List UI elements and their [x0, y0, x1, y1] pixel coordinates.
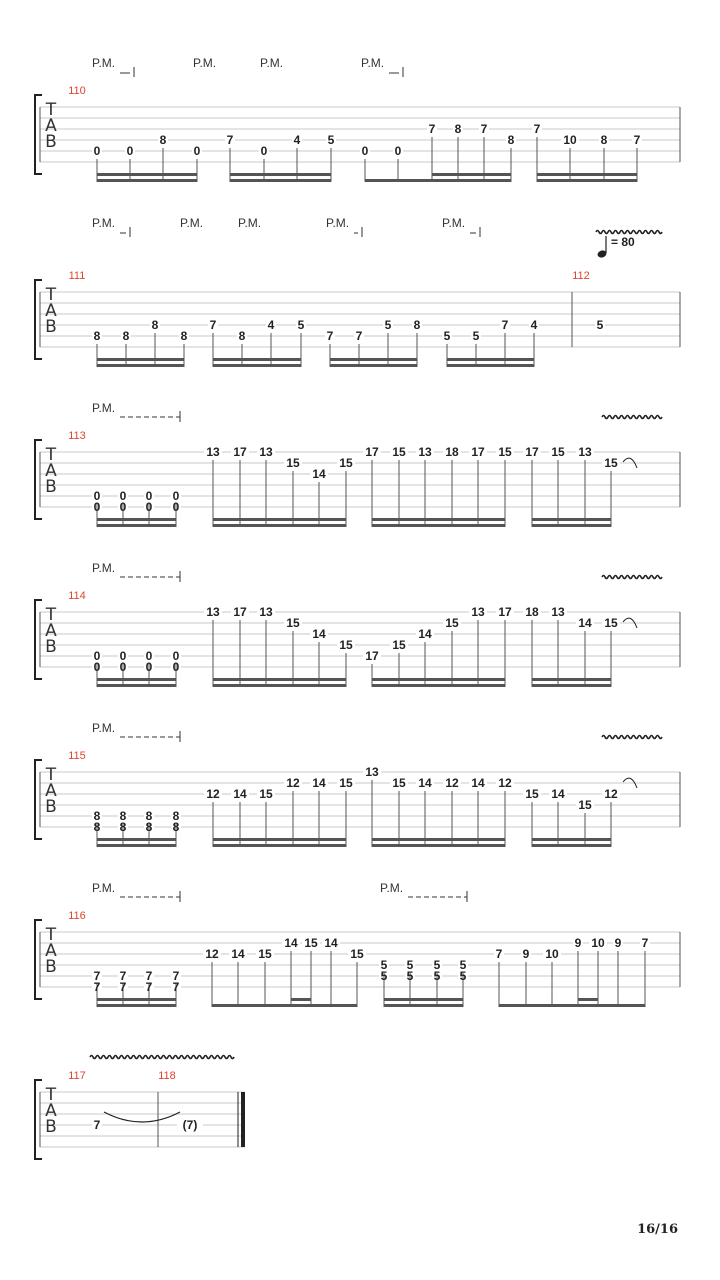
fret-number: 0 [172, 500, 180, 514]
fret-number: 17 [233, 605, 247, 619]
beam [372, 524, 505, 527]
fret-number: 15 [498, 445, 512, 459]
beam-secondary [213, 838, 346, 841]
fret-number: 4 [267, 318, 275, 332]
fret-number: 5 [459, 969, 467, 983]
tab-clef-letter: B [45, 317, 57, 337]
fret-number: 13 [259, 605, 273, 619]
fret-number: 10 [591, 936, 605, 950]
system-1 [35, 95, 680, 182]
tab-clef-letter: T [45, 1085, 57, 1105]
beam [532, 844, 611, 847]
beam-secondary [97, 518, 176, 521]
fret-number: 7 [428, 122, 436, 136]
beam-secondary [372, 838, 505, 841]
fret-number: 14 [312, 776, 326, 790]
beam [537, 179, 637, 182]
beam [330, 364, 417, 367]
fret-number: 0 [145, 489, 153, 503]
fret-number: 8 [507, 133, 515, 147]
fret-number: 5 [406, 958, 414, 972]
tab-clef-letter: A [45, 301, 57, 321]
beam [532, 524, 611, 527]
fret-number: 8 [93, 820, 101, 834]
beam-secondary [97, 173, 197, 176]
fret-number: 13 [578, 445, 592, 459]
fret-number: 14 [551, 787, 565, 801]
tab-clef-letter: A [45, 116, 57, 136]
fret-number: 0 [119, 649, 127, 663]
fret-number: 14 [418, 776, 432, 790]
beam-secondary [213, 358, 301, 361]
fret-number: 7 [533, 122, 541, 136]
fret-number: 15 [392, 445, 406, 459]
fret-number: 12 [286, 776, 300, 790]
palm-mute-label: P.M. [92, 881, 116, 895]
beam-secondary [230, 173, 331, 176]
fret-number: 0 [93, 489, 101, 503]
final-barline-thick [241, 1092, 245, 1147]
fret-number: 15 [578, 798, 592, 812]
fret-number: 13 [206, 605, 220, 619]
fret-number: 7 [209, 318, 217, 332]
beam-secondary [447, 358, 534, 361]
fret-number: 9 [574, 936, 582, 950]
beam [213, 684, 346, 687]
fret-number: 14 [312, 467, 326, 481]
fret-number: 7 [355, 329, 363, 343]
beam-secondary [97, 358, 184, 361]
fret-number: 5 [472, 329, 480, 343]
fret-number: 0 [172, 489, 180, 503]
fret-number: 15 [350, 947, 364, 961]
beam-secondary [532, 678, 611, 681]
measure-number: 113 [68, 430, 86, 442]
beam [97, 1004, 176, 1007]
fret-number: 8 [119, 820, 127, 834]
vibrato-mark [602, 416, 662, 419]
fret-number: 8 [119, 809, 127, 823]
beam-secondary [432, 173, 511, 176]
fret-number: 10 [563, 133, 577, 147]
palm-mute-label: P.M. [326, 216, 350, 230]
fret-number: 15 [339, 456, 353, 470]
tab-clef-letter: B [45, 797, 57, 817]
fret-number: 14 [471, 776, 485, 790]
fret-number: 8 [93, 329, 101, 343]
palm-mute-label: P.M. [92, 56, 116, 70]
beam [97, 524, 176, 527]
fret-number: 5 [433, 969, 441, 983]
fret-number: 8 [238, 329, 246, 343]
beam-secondary [97, 998, 176, 1001]
beam-secondary [537, 173, 637, 176]
beam [213, 364, 301, 367]
palm-mute-label: P.M. [442, 216, 466, 230]
fret-number: 4 [293, 133, 301, 147]
tab-clef-letter: B [45, 637, 57, 657]
fret-number: 15 [339, 638, 353, 652]
palm-mute-label: P.M. [180, 216, 204, 230]
fret-number: 0 [93, 649, 101, 663]
fret-number: 0 [119, 489, 127, 503]
beam [213, 844, 346, 847]
fret-number: 14 [312, 627, 326, 641]
fret-number: 15 [286, 616, 300, 630]
fret-number: 0 [145, 500, 153, 514]
fret-number: 15 [392, 638, 406, 652]
measure-number: 117 [68, 1070, 86, 1082]
palm-mute-label: P.M. [92, 721, 116, 735]
fret-number: 5 [380, 969, 388, 983]
measure-number: 114 [68, 590, 86, 602]
tempo-marking: = 80 [611, 235, 635, 249]
tab-clef-letter: B [45, 957, 57, 977]
fret-number: 5 [596, 318, 604, 332]
fret-number: 7 [145, 969, 153, 983]
fret-number: 8 [145, 820, 153, 834]
fret-number: 7 [480, 122, 488, 136]
fret-number: 13 [259, 445, 273, 459]
measure-number: 116 [68, 910, 86, 922]
fret-number: 10 [545, 947, 559, 961]
beam-secondary [372, 678, 505, 681]
beam-secondary [97, 838, 176, 841]
fret-number: 7 [633, 133, 641, 147]
fret-number: 18 [445, 445, 459, 459]
fret-number: 8 [172, 809, 180, 823]
fret-number: 0 [260, 144, 268, 158]
fret-number: 7 [145, 980, 153, 994]
fret-number: 7 [641, 936, 649, 950]
beam-secondary [330, 358, 417, 361]
fret-number: 7 [495, 947, 503, 961]
fret-number: 13 [471, 605, 485, 619]
fret-number: 7 [93, 969, 101, 983]
fret-number: 8 [151, 318, 159, 332]
fret-number: 4 [530, 318, 538, 332]
measure-number: 110 [68, 85, 86, 97]
fret-number: 0 [119, 500, 127, 514]
fret-number: 0 [394, 144, 402, 158]
tab-clef-letter: B [45, 477, 57, 497]
beam [365, 179, 511, 182]
fret-number: 15 [392, 776, 406, 790]
system-4 [35, 600, 680, 687]
fret-number: 14 [284, 936, 298, 950]
palm-mute-label: P.M. [193, 56, 217, 70]
fret-number: 5 [380, 958, 388, 972]
fret-number: 0 [193, 144, 201, 158]
fret-number: 5 [384, 318, 392, 332]
fret-number: 12 [498, 776, 512, 790]
beam [499, 1004, 645, 1007]
beam [97, 844, 176, 847]
tab-clef-letter: T [45, 100, 57, 120]
fret-number: 12 [206, 787, 220, 801]
fret-number: 15 [604, 456, 618, 470]
fret-number: 8 [413, 318, 421, 332]
fret-number: 5 [406, 969, 414, 983]
fret-number: 0 [172, 649, 180, 663]
beam [372, 684, 505, 687]
system-2 [35, 280, 680, 367]
beam [230, 179, 331, 182]
fret-number: 13 [551, 605, 565, 619]
fret-number: 0 [145, 649, 153, 663]
beam-secondary [578, 998, 598, 1001]
fret-number: 8 [93, 809, 101, 823]
tab-clef-letter: A [45, 1101, 57, 1121]
fret-number: 8 [172, 820, 180, 834]
fret-number: 15 [551, 445, 565, 459]
fret-number: 7 [93, 1118, 101, 1132]
beam-secondary [532, 838, 611, 841]
tab-clef-letter: A [45, 621, 57, 641]
beam [372, 844, 505, 847]
fret-number: 13 [206, 445, 220, 459]
fret-number: 8 [159, 133, 167, 147]
palm-mute-label: P.M. [92, 401, 116, 415]
fret-number: 14 [418, 627, 432, 641]
fret-number: 12 [445, 776, 459, 790]
fret-number: 7 [226, 133, 234, 147]
fret-number: 7 [326, 329, 334, 343]
fret-number: 12 [205, 947, 219, 961]
fret-number: 8 [180, 329, 188, 343]
fret-number: 5 [327, 133, 335, 147]
fret-number: 18 [525, 605, 539, 619]
fret-number: 9 [614, 936, 622, 950]
fret-number: 8 [454, 122, 462, 136]
fret-number: 8 [122, 329, 130, 343]
fret-number: 7 [119, 969, 127, 983]
palm-mute-label: P.M. [361, 56, 385, 70]
measure-number: 111 [68, 270, 86, 282]
fret-number: 0 [93, 500, 101, 514]
beam-secondary [97, 678, 176, 681]
palm-mute-label: P.M. [260, 56, 284, 70]
beam [447, 364, 534, 367]
beam [212, 1004, 357, 1007]
tab-clef-letter: A [45, 781, 57, 801]
tab-clef-letter: T [45, 445, 57, 465]
tab-clef-letter: A [45, 461, 57, 481]
fret-number: 15 [259, 787, 273, 801]
tab-clef-letter: B [45, 132, 57, 152]
fret-number: 7 [172, 969, 180, 983]
fret-number: 7 [119, 980, 127, 994]
fret-number: 17 [365, 649, 379, 663]
fret-number: 0 [119, 660, 127, 674]
beam [532, 684, 611, 687]
fret-number: 17 [233, 445, 247, 459]
fret-number: 5 [297, 318, 305, 332]
fret-number: 5 [459, 958, 467, 972]
fret-number: 15 [445, 616, 459, 630]
fret-number: 14 [578, 616, 592, 630]
tab-clef-letter: B [45, 1117, 57, 1137]
palm-mute-label: P.M. [380, 881, 404, 895]
fret-number: 0 [172, 660, 180, 674]
beam [384, 1004, 463, 1007]
fret-number: 8 [600, 133, 608, 147]
measure-number: 112 [572, 270, 590, 282]
palm-mute-label: P.M. [92, 216, 116, 230]
fret-number: 15 [604, 616, 618, 630]
fret-number: 15 [258, 947, 272, 961]
fret-number: 0 [126, 144, 134, 158]
fret-number: 7 [172, 980, 180, 994]
measure-number: 115 [68, 750, 86, 762]
fret-number: 0 [93, 144, 101, 158]
fret-number: 14 [324, 936, 338, 950]
tab-clef-letter: T [45, 285, 57, 305]
beam-secondary [372, 518, 505, 521]
measure-number: 118 [158, 1070, 176, 1082]
fret-number: 0 [93, 660, 101, 674]
vibrato-mark [596, 231, 662, 234]
fret-number: 0 [361, 144, 369, 158]
fret-number: 8 [145, 809, 153, 823]
system-6 [35, 920, 680, 1007]
tab-clef-letter: T [45, 765, 57, 785]
fret-number: 17 [498, 605, 512, 619]
fret-number: 15 [339, 776, 353, 790]
fret-number: 13 [418, 445, 432, 459]
beam-secondary [532, 518, 611, 521]
palm-mute-label: P.M. [238, 216, 262, 230]
fret-number: 0 [145, 660, 153, 674]
vibrato-mark [602, 736, 662, 739]
beam-secondary [213, 678, 346, 681]
fret-number: 9 [522, 947, 530, 961]
fret-number: 5 [443, 329, 451, 343]
fret-number: 14 [233, 787, 247, 801]
fret-number: 13 [365, 765, 379, 779]
beam [97, 179, 197, 182]
beam-secondary [213, 518, 346, 521]
beam [97, 684, 176, 687]
fret-number: 15 [525, 787, 539, 801]
tab-clef-letter: T [45, 925, 57, 945]
fret-number: 17 [365, 445, 379, 459]
fret-number: 7 [501, 318, 509, 332]
fret-number: 17 [471, 445, 485, 459]
fret-number: 14 [231, 947, 245, 961]
fret-number: 5 [433, 958, 441, 972]
palm-mute-label: P.M. [92, 561, 116, 575]
tab-clef-letter: T [45, 605, 57, 625]
beam [213, 524, 346, 527]
tab-clef-letter: A [45, 941, 57, 961]
fret-number: 7 [93, 980, 101, 994]
page-number: 16/16 [637, 1222, 678, 1237]
beam-secondary [291, 998, 311, 1001]
fret-number: 12 [604, 787, 618, 801]
vibrato-mark [90, 1056, 234, 1059]
fret-number: 17 [525, 445, 539, 459]
system-7 [35, 1080, 245, 1159]
fret-number: 15 [286, 456, 300, 470]
beam [97, 364, 184, 367]
beam-secondary [384, 998, 463, 1001]
fret-number: 15 [304, 936, 318, 950]
fret-number: (7) [182, 1118, 198, 1132]
vibrato-mark [602, 576, 662, 579]
